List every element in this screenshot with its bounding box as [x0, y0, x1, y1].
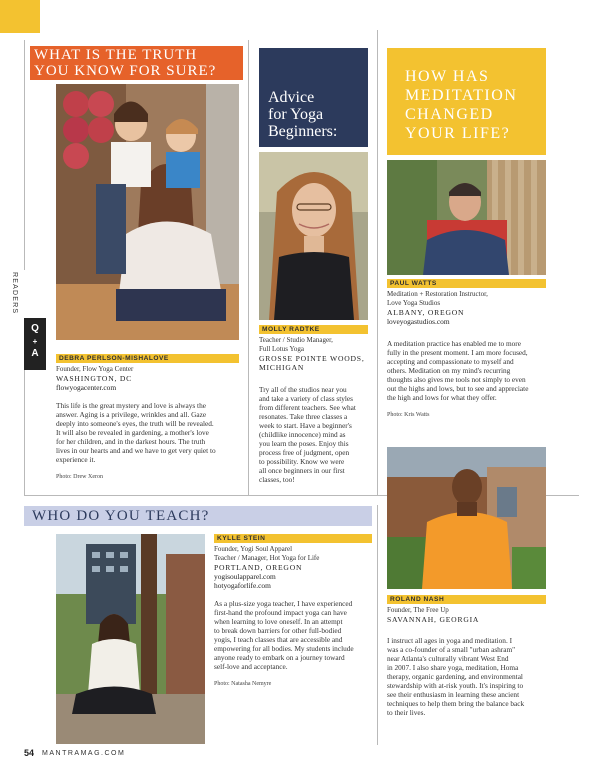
debra-answer-line: experience it. [56, 455, 96, 464]
debra-info [56, 354, 246, 481]
teach-heading [24, 506, 372, 526]
roland-location: SAVANNAH, GEORGIA [387, 615, 480, 624]
debra-answer [56, 401, 246, 464]
truth-heading-line: YOU KNOW FOR SURE? [34, 63, 217, 79]
paul-answer-line: out the highs and lows, but to see and appreciate [387, 384, 529, 393]
molly-answer-line: from different teachers. See what [259, 403, 356, 412]
paul-role: Meditation + Restoration Instructor, [387, 290, 488, 298]
roland-answer-line: to their lives. [387, 708, 426, 717]
roland-answer-line: techniques to help them bring the balance back [387, 699, 525, 708]
roland-role: Founder, The Free Up [387, 606, 449, 614]
kylee-location: PORTLAND, OREGON [214, 563, 303, 572]
paul-role: Love Yoga Studios [387, 299, 441, 307]
debra-answer-line: This life is the great mystery and love is always the [56, 401, 206, 410]
paul-info [387, 279, 557, 419]
roland-answer-line: in 2007. I also share yoga, meditation, Homa [387, 663, 519, 672]
paul-location: ALBANY, OREGON [387, 308, 465, 317]
kylee-answer-line: first-hand the profound impact yoga can have [214, 608, 347, 617]
kylee-answer-line: to break down barriers for other full-bodied [214, 626, 342, 635]
paul-answer-line: others. Meditation on my mind's recurring [387, 366, 511, 375]
column-rule [377, 30, 378, 495]
roland-answer-line: I instruct all ages in yoga and meditation. I [387, 636, 513, 645]
molly-answer-line: week to start. Have a beginner's [259, 421, 352, 430]
kylee-answer [214, 599, 374, 671]
meditation-heading-line: CHANGED [405, 106, 494, 123]
debra-location: WASHINGTON, DC [56, 374, 133, 383]
debra-photo [56, 84, 239, 340]
teach-heading-text: WHO DO YOU TEACH? [32, 508, 210, 524]
qa-tab-q: Q [31, 323, 39, 334]
roland-answer-line: stewardship with at-risk youth. It's inspiring to [387, 681, 524, 690]
molly-answer-line: resonates. Take three classes a [259, 412, 348, 421]
kylee-answer-line: yogis, I teach classes that are accessible and [214, 635, 343, 644]
meditation-heading [387, 48, 546, 155]
debra-photo-credit: Photo: Drew Xeron [56, 474, 103, 480]
advice-heading-line: Advice [268, 89, 315, 106]
molly-location: GROSSE POINTE WOODS, [259, 354, 365, 363]
debra-answer-line: for her children, and in the darkest hours. The truth [56, 437, 206, 446]
footer-site: MANTRAMAG.COM [42, 749, 126, 757]
paul-answer [387, 339, 557, 402]
kylee-photo-credit: Photo: Natasha Nemyre [214, 681, 272, 687]
molly-role: Full Lotus Yoga [259, 345, 304, 353]
molly-answer-line: classes, too! [259, 475, 295, 484]
molly-location: MICHIGAN [259, 363, 305, 372]
kylee-info [214, 534, 374, 688]
column-rule [24, 370, 25, 495]
molly-answer-line: Try all of the studios near you [259, 385, 347, 394]
kylee-answer-line: when learning to love oneself. In an attempt [214, 617, 343, 626]
kylee-answer-line: empowering for all bodies. My students include [214, 644, 354, 653]
debra-role: Founder, Flow Yoga Center [56, 365, 134, 373]
roland-answer-line: near Atlanta's culturally vibrant West End [387, 654, 509, 663]
molly-answer-line: process free of judgment, open [259, 448, 350, 457]
molly-answer [259, 385, 374, 484]
molly-role: Teacher / Studio Manager, [259, 336, 333, 344]
roland-answer-line: therapy, organic gardening, and environmental [387, 672, 523, 681]
column-rule [377, 505, 378, 745]
molly-answer-line: to possibility. Know we were [259, 457, 345, 466]
kylee-answer-line: anyone ready to embark on a journey toward [214, 653, 345, 662]
advice-heading-line: Beginners: [268, 123, 338, 140]
paul-answer-line: thoughts also gives me tools not simply to even [387, 375, 526, 384]
advice-heading [259, 48, 368, 147]
debra-answer-line: lives in our hearts and and we have to get very quiet to [56, 446, 216, 455]
paul-answer-line: fully in the present moment. I am more focused, [387, 348, 528, 357]
paul-answer-line: accepting and compassionate to myself and [387, 357, 514, 366]
paul-photo [387, 160, 546, 275]
roland-info [387, 595, 557, 717]
corner-block [0, 0, 40, 33]
kylee-answer-line: self-love and acceptance. [214, 662, 288, 671]
paul-answer-line: A meditation practice has enabled me to more [387, 339, 521, 348]
roland-answer-line: see their enthusiasm in learning these ancient [387, 690, 520, 699]
kylee-answer-line: As a plus-size yoga teacher, I have experienced [214, 599, 353, 608]
qa-tab-plus: + [32, 337, 38, 346]
column-rule [24, 40, 25, 270]
kylee-website-link[interactable]: yogisoulapparel.com [214, 572, 276, 581]
column-rule [248, 40, 249, 495]
qa-tab-a: A [31, 348, 39, 359]
debra-website-link[interactable]: flowyogacenter.com [56, 383, 117, 392]
kylee-role: Founder, Yogi Soul Apparel [214, 545, 293, 553]
kylee-photo [56, 534, 205, 744]
debra-answer-line: deeply into someone's eyes, the truth will be revealed. [56, 419, 214, 428]
molly-photo [259, 152, 368, 320]
paul-answer-line: the high and lows for what they offer. [387, 393, 497, 402]
debra-answer-line: It will also be revealed in gardening, a mother's love [56, 428, 209, 437]
meditation-heading-line: HOW HAS [405, 68, 490, 85]
paul-name: PAUL WATTS [387, 279, 546, 288]
molly-answer-line: (childlike innocence) mind as [259, 430, 346, 439]
truth-heading-line: WHAT IS THE TRUTH [34, 47, 198, 63]
qa-tab [24, 318, 46, 370]
kylee-role: Teacher / Manager, Hot Yoga for Life [214, 554, 320, 562]
meditation-heading-line: MEDITATION [405, 87, 518, 104]
roland-answer-line: was a co-founder of a small "urban ashram" [387, 645, 516, 654]
roland-answer [387, 636, 557, 717]
molly-answer-line: all once beginners in our first [259, 466, 345, 475]
advice-heading-line: for Yoga [268, 106, 324, 123]
roland-photo [387, 447, 546, 589]
molly-info [259, 325, 374, 484]
truth-heading [30, 46, 243, 80]
molly-name: MOLLY RADTKE [259, 325, 368, 334]
kylee-website-link[interactable]: hotyogaforlife.com [214, 581, 271, 590]
molly-answer-line: and take a variety of class styles [259, 394, 354, 403]
meditation-heading-line: YOUR LIFE? [405, 125, 511, 142]
sidebar-section-label: READERS [11, 272, 18, 315]
page-number: 54 [24, 748, 35, 758]
paul-website-link[interactable]: loveyogastudios.com [387, 317, 450, 326]
page-footer [24, 747, 125, 759]
paul-photo-credit: Photo: Kris Watts [387, 412, 430, 418]
debra-answer-line: answer. Aging is a privilege, wrinkles and all. Gaze [56, 410, 207, 419]
molly-answer-line: you learn the poses. Enjoy this [259, 439, 349, 448]
roland-name: ROLAND NASH [387, 595, 546, 604]
kylee-name: KYLLE STEIN [214, 534, 372, 543]
debra-name: DEBRA PERLSON-MISHALOVE [56, 354, 239, 363]
